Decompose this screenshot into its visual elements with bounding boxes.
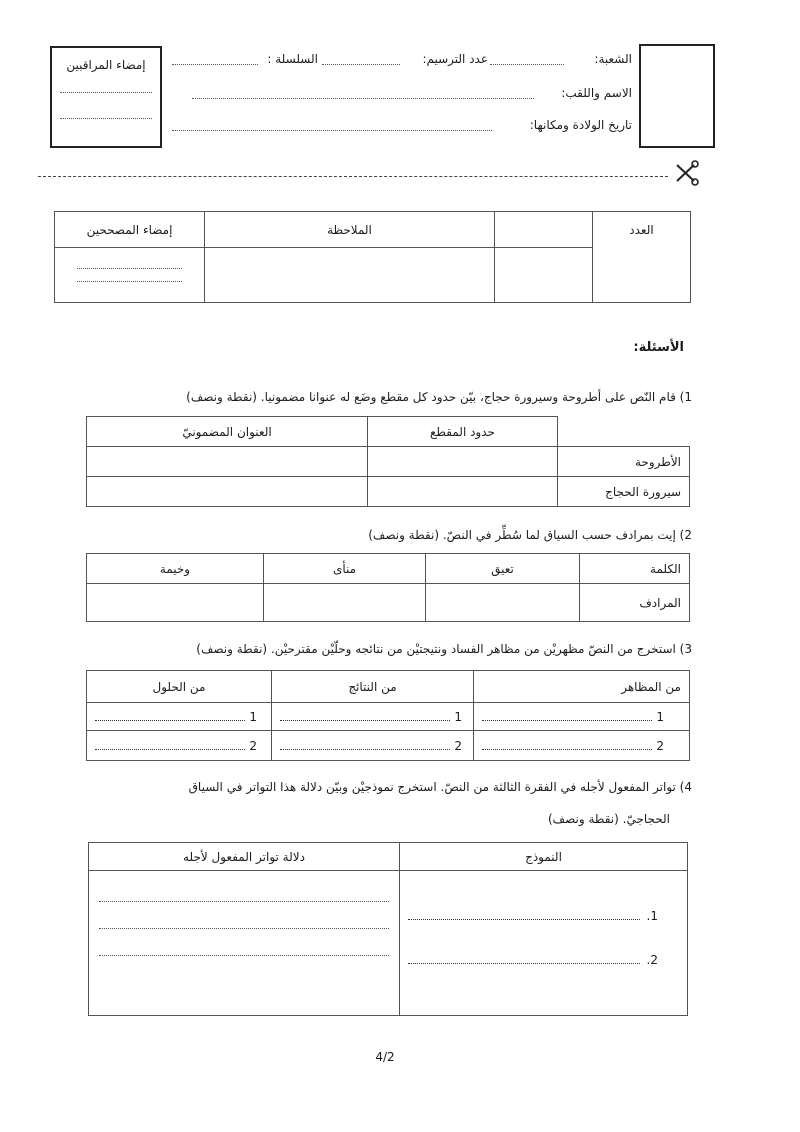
- q1-corner: [558, 417, 690, 447]
- q4-model-cell[interactable]: .1 .2: [400, 871, 688, 1016]
- q3-table: [86, 670, 690, 761]
- q1-col-title: العنوان المضمونيّ: [87, 417, 368, 447]
- q1-col-bounds: حدود المقطع: [368, 417, 558, 447]
- q3-answer[interactable]: 1: [87, 703, 272, 731]
- q4-col-meaning: دلالة تواتر المفعول لأجله: [89, 843, 400, 871]
- q3-prompt: 3) استخرج من النصّ مظهريْن من مظاهر الفساد ونتيجتيْن من نتائجه وحلّيْن مقترحيْن. (نقطة ونصف): [196, 642, 692, 656]
- scissors-icon: [674, 160, 700, 186]
- name-label: الاسم واللقب:: [561, 86, 632, 100]
- q1-table: [86, 416, 690, 507]
- q4-col-model: النموذج: [400, 843, 688, 871]
- grading-table: [54, 211, 691, 303]
- series-label: السلسلة :: [267, 52, 318, 66]
- photo-box: [639, 44, 715, 148]
- questions-title: الأسئلة:: [633, 340, 684, 355]
- q2-row-synonym-label: المرادف: [580, 584, 690, 622]
- q2-synonym-cell[interactable]: [264, 584, 426, 622]
- series-field[interactable]: [172, 64, 258, 65]
- correctors-header: إمضاء المصححين: [55, 212, 205, 248]
- q3-col-results: من النتائج: [272, 671, 474, 703]
- q2-synonym-cell[interactable]: [87, 584, 264, 622]
- birth-label: تاريخ الولادة ومكانها:: [529, 118, 632, 132]
- score-header-blank: [495, 212, 593, 248]
- q2-word: منأى: [264, 554, 426, 584]
- q3-answer[interactable]: 2: [272, 731, 474, 761]
- birth-field[interactable]: [172, 130, 492, 131]
- q3-col-aspects: من المظاهر: [474, 671, 690, 703]
- score-header: العدد: [593, 212, 691, 248]
- stream-label: الشعبة:: [594, 52, 632, 66]
- q1-prompt: 1) قام النّص على أطروحة وسيرورة حجاج، بيّن حدود كل مقطع وضَع له عنوانا مضمونيا. (نقطة ونصف): [186, 390, 692, 404]
- page-number: 4/2: [375, 1050, 395, 1064]
- q2-prompt: 2) إيت بمرادف حسب السياق لما سُطِّر في النصّ. (نقطة ونصف): [368, 528, 692, 542]
- q3-col-solutions: من الحلول: [87, 671, 272, 703]
- q3-answer[interactable]: 1: [272, 703, 474, 731]
- q1-row-label: الأطروحة: [558, 447, 690, 477]
- invigilators-signature-box: [50, 46, 162, 148]
- q1-row-label: سيرورة الحجاج: [558, 477, 690, 507]
- q1-cell[interactable]: [87, 447, 368, 477]
- q1-cell[interactable]: [368, 477, 558, 507]
- score-cell[interactable]: [593, 248, 691, 303]
- q2-row-word-label: الكلمة: [580, 554, 690, 584]
- name-field[interactable]: [192, 98, 534, 99]
- q3-answer[interactable]: 2: [87, 731, 272, 761]
- score-cell-2[interactable]: [495, 248, 593, 303]
- remark-header: الملاحظة: [205, 212, 495, 248]
- q4-prompt-line1: 4) تواتر المفعول لأجله في الفقرة الثالثة من النصّ. استخرج نموذجيْن وبيّن دلالة هذا التواتر في السياق: [188, 780, 692, 794]
- cut-line: [38, 176, 668, 177]
- q4-table: [88, 842, 688, 1016]
- q2-word: وخيمة: [87, 554, 264, 584]
- registration-label: عدد الترسيم:: [422, 52, 488, 66]
- stream-field[interactable]: [490, 64, 564, 65]
- q2-word: تعيق: [426, 554, 580, 584]
- correctors-cell[interactable]: [55, 248, 205, 303]
- q1-cell[interactable]: [87, 477, 368, 507]
- q2-synonym-cell[interactable]: [426, 584, 580, 622]
- q2-table: [86, 553, 690, 622]
- q3-answer[interactable]: 2: [474, 731, 690, 761]
- q4-meaning-cell[interactable]: [89, 871, 400, 1016]
- q1-cell[interactable]: [368, 447, 558, 477]
- registration-field[interactable]: [322, 64, 400, 65]
- invigilators-box-title: إمضاء المراقبين: [66, 58, 146, 72]
- q4-prompt-line2: الحجاجيّ. (نقطة ونصف): [547, 812, 670, 826]
- q3-answer[interactable]: 1: [474, 703, 690, 731]
- remark-cell[interactable]: [205, 248, 495, 303]
